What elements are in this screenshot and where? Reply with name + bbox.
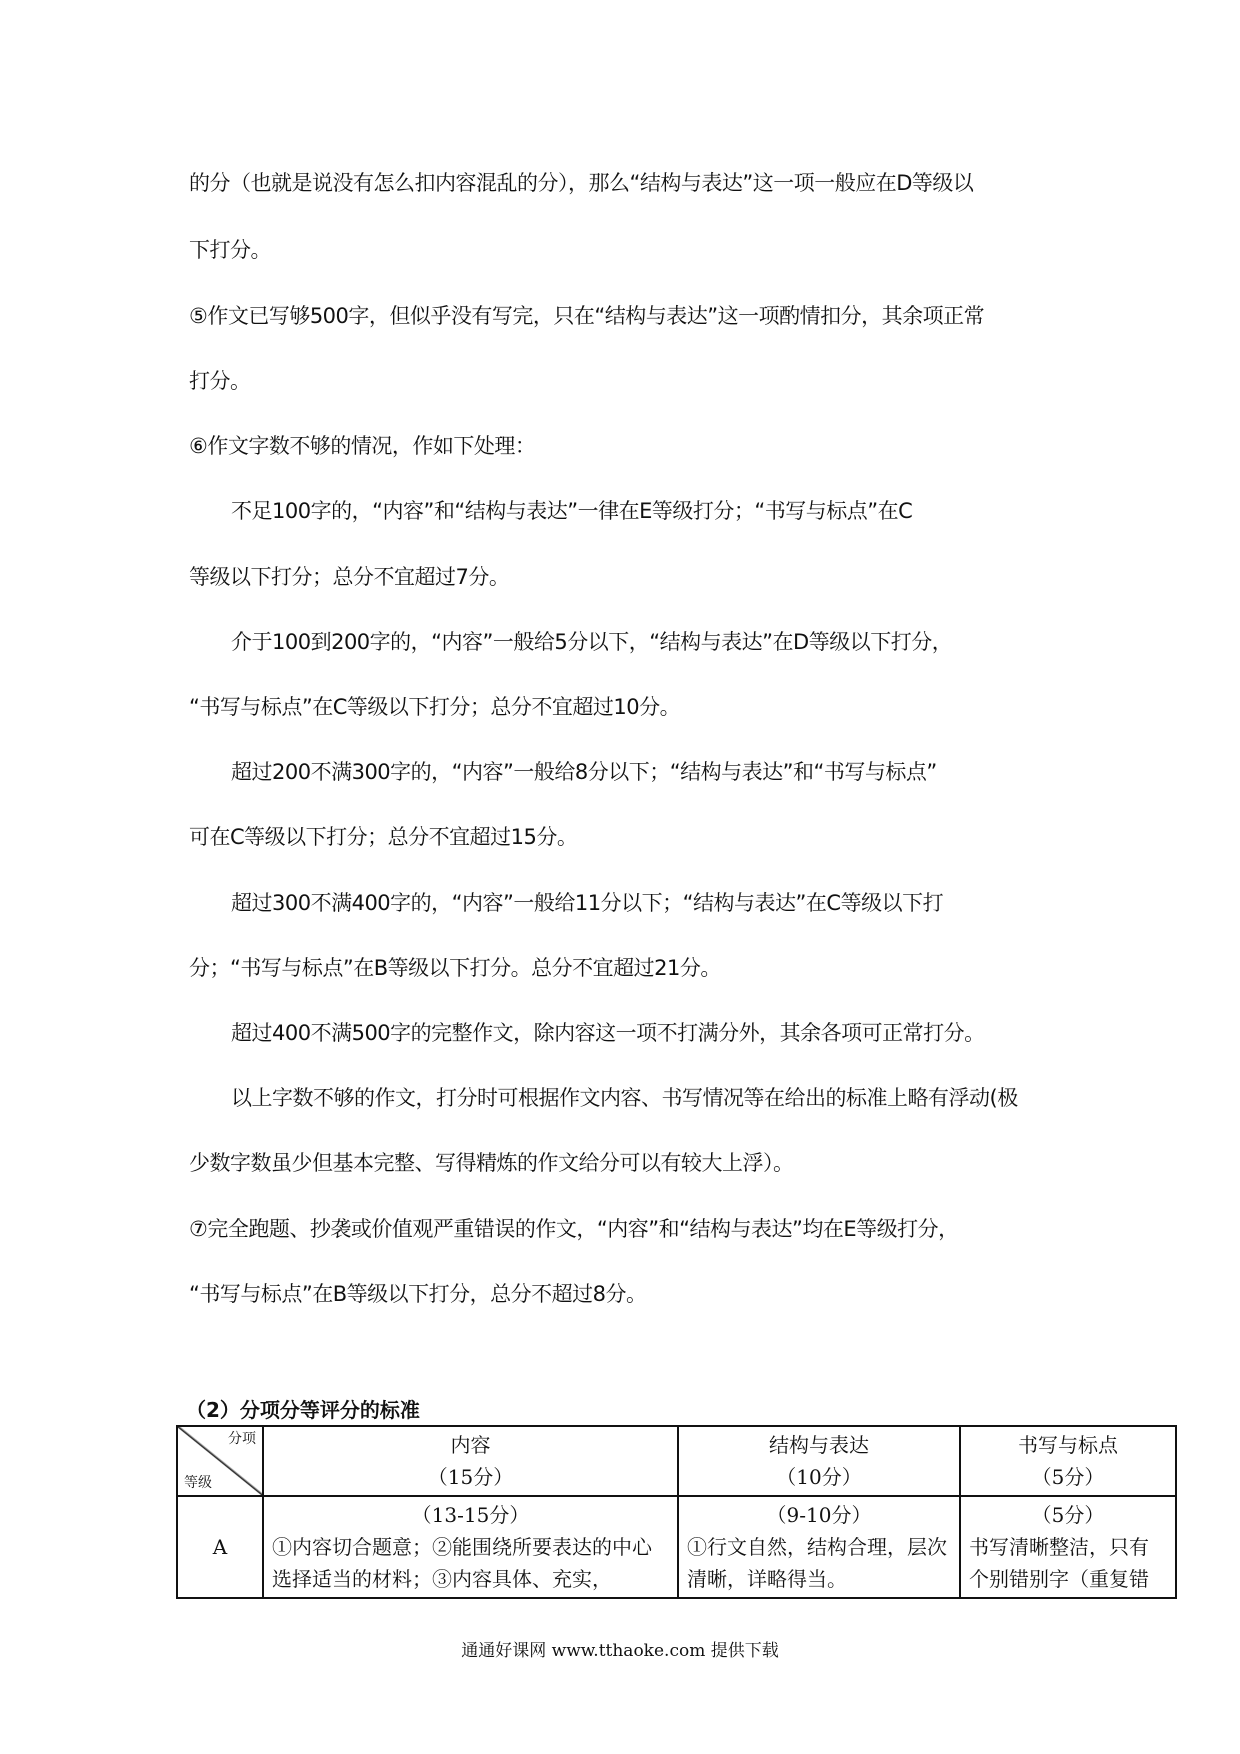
paragraph-line: 打分。	[189, 369, 251, 393]
paragraph-line: ⑦完全跑题、抄袭或价值观严重错误的作文，“内容”和“结构与表达”均在E等级打分，	[189, 1217, 959, 1241]
paragraph-line: ⑥作文字数不够的情况，作如下处理：	[189, 434, 536, 458]
paragraph-line: 下打分。	[189, 238, 271, 262]
header-name: 内容	[450, 1433, 491, 1457]
table-header-row	[177, 1426, 1176, 1496]
header-structure	[678, 1426, 960, 1496]
header-name: 结构与表达	[769, 1433, 869, 1457]
paragraph-line: 可在C等级以下打分；总分不宜超过15分。	[189, 825, 578, 849]
grading-table	[176, 1425, 1177, 1599]
paragraph-line: “书写与标点”在C等级以下打分；总分不宜超过10分。	[189, 695, 681, 719]
table-row	[177, 1496, 1176, 1598]
paragraph-line: 超过200不满300字的，“内容”一般给8分以下；“结构与表达”和“书写与标点”	[231, 760, 937, 784]
paragraph-line: 等级以下打分；总分不宜超过7分。	[189, 565, 510, 589]
criteria-text: 书写清晰整洁，只有个别错别字（重复错	[969, 1535, 1149, 1591]
score-range: （5分）	[1031, 1503, 1105, 1527]
paragraph-line: “书写与标点”在B等级以下打分，总分不超过8分。	[189, 1282, 647, 1306]
corner-cell	[177, 1426, 263, 1496]
writing-cell	[960, 1496, 1176, 1598]
header-score: （10分）	[776, 1465, 862, 1489]
structure-cell	[678, 1496, 960, 1598]
paragraph-line: 少数字数虽少但基本完整、写得精炼的作文给分可以有较大上浮）。	[189, 1151, 794, 1175]
content-cell	[263, 1496, 678, 1598]
score-range: （13-15分）	[411, 1503, 530, 1527]
criteria-text: ①内容切合题意；②能围绕所要表达的中心选择适当的材料；③内容具体、充实，	[272, 1535, 652, 1591]
paragraph-line: 以上字数不够的作文，打分时可根据作文内容、书写情况等在给出的标准上略有浮动(极	[231, 1086, 1018, 1110]
paragraph-line: 超过300不满400字的，“内容”一般给11分以下；“结构与表达”在C等级以下打	[231, 891, 944, 915]
criteria-text: ①行文自然，结构合理，层次清晰，详略得当。	[687, 1535, 947, 1591]
header-name: 书写与标点	[1018, 1433, 1118, 1457]
header-score: （5分）	[1031, 1465, 1105, 1489]
grade-cell: A	[177, 1496, 263, 1598]
corner-top-label: 分项	[228, 1431, 256, 1447]
table-title: （2）分项分等评分的标准	[186, 1398, 420, 1422]
header-content	[263, 1426, 678, 1496]
corner-bottom-label: 等级	[184, 1475, 212, 1491]
paragraph-line: ⑤作文已写够500字，但似乎没有写完，只在“结构与表达”这一项酌情扣分，其余项正常	[189, 304, 985, 328]
header-writing	[960, 1426, 1176, 1496]
paragraph-line: 介于100到200字的，“内容”一般给5分以下，“结构与表达”在D等级以下打分，	[231, 630, 953, 654]
score-range: （9-10分）	[766, 1503, 872, 1527]
paragraph-line: 的分（也就是说没有怎么扣内容混乱的分），那么“结构与表达”这一项一般应在D等级以	[189, 171, 974, 195]
page-footer: 通通好课网 www.tthaoke.com 提供下载	[461, 1641, 779, 1661]
header-score: （15分）	[427, 1465, 514, 1489]
paragraph-line: 超过400不满500字的完整作文，除内容这一项不打满分外，其余各项可正常打分。	[231, 1021, 985, 1045]
paragraph-line: 分；“书写与标点”在B等级以下打分。总分不宜超过21分。	[189, 956, 721, 980]
paragraph-line: 不足100字的，“内容”和“结构与表达”一律在E等级打分；“书写与标点”在C	[231, 499, 913, 523]
